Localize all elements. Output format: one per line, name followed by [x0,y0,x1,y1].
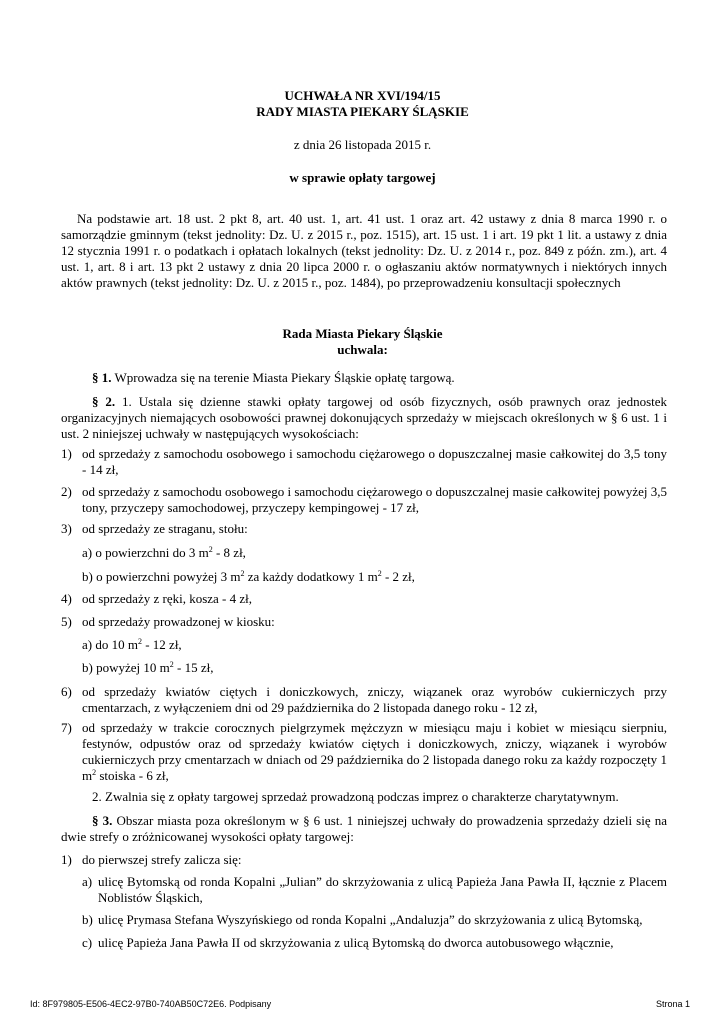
sub-item-text: ulicę Papieża Jana Pawła II od skrzyżowania z ulicą Bytomską do dworca autobusowego włącznie, [98,935,614,950]
list-item-text-part: od sprzedaży w trakcie corocznych pielgrzymek mężczyzn w miesiącu maju i kobiet w miesiącu sierpniu, festynów, odpustów oraz od sprzedaży kwiatów ciętych i doniczkowych, zniczy, wiązanek i wyrobów cukierniczych przy cmentarzach w dniach od 29 października do 2 listopada danego roku za każdy rozpoczęty 1 m [82,720,667,783]
sub-item [82,637,667,653]
sub-item [82,912,667,928]
sub-item-number: a) [82,874,93,889]
sub-item-number: b) [82,912,93,927]
sub-item-text: - 12 zł, [141,637,182,652]
paragraph-2-text: 1. Ustala się dzienne stawki opłaty targowej od osób fizycznych, osób prawnych oraz jednostek organizacyjnych niemających osobowości prawnej dokonujących sprzedaży w miejscach określonych w § 6 ust. 1 i ust. 2 niniejszej uchwały w następujących wysokościach: [61,394,668,441]
list-item-text: od sprzedaży z ręki, kosza - 4 zł, [82,591,253,606]
document-id: Id: 8F979805-E506-4EC2-97B0-740AB50C72E6. Podpisany [30,999,272,1009]
list-item-text [82,720,667,784]
sub-item-text: a) do 10 m [82,637,138,652]
council-heading: Rada Miasta Piekary Śląskie [282,326,443,341]
superscript: 2 [208,545,213,554]
list-item-number: 3) [61,521,72,536]
sub-item [82,569,667,585]
superscript: 2 [92,768,97,777]
council-name: RADY MIASTA PIEKARY ŚLĄSKIE [256,104,469,119]
list-item [61,852,667,868]
paragraph-3-text: Obszar miasta poza określonym w § 6 ust. 1 niniejszej uchwały do prowadzenia sprzedaży dzieli się na dwie strefy o zróżnicowanej wysokości opłaty targowej: [61,813,667,844]
sub-item [82,660,667,676]
sub-item-text: ulicę Prymasa Stefana Wyszyńskiego od ronda Kopalni „Andaluzja” do skrzyżowania z ulicą Bytomską, [98,912,643,927]
list-item-text: od sprzedaży kwiatów ciętych i doniczkowych, zniczy, wiązanek oraz wyrobów cukierniczych przy cmentarzach, z wyłączeniem dni od 29 października do 2 listopada danego roku - 12 zł, [82,684,667,715]
list-item-text: od sprzedaży ze straganu, stołu: [82,521,248,536]
list-item [61,720,667,784]
resolution-number: UCHWAŁA NR XVI/194/15 [284,88,441,103]
list-item [61,591,667,607]
resolution-date: z dnia 26 listopada 2015 r. [293,137,432,152]
sub-item-text: - 2 zł, [381,569,415,584]
superscript: 2 [240,569,245,578]
sub-item-text: ulicę Bytomską od ronda Kopalni „Julian” do skrzyżowania z ulicą Papieża Jana Pawła II, łącznie z Placem Noblistów Śląskich, [98,874,667,905]
list-item [61,684,667,716]
list-item-number: 5) [61,614,72,629]
sub-item-text: b) powyżej 10 m [82,660,170,675]
sub-item-text: - 15 zł, [173,660,214,675]
legal-basis: Na podstawie art. 18 ust. 2 pkt 8, art. 40 ust. 1, art. 41 ust. 1 oraz art. 42 ustawy z dnia 8 marca 1990 r. o samorządzie gminnym (tekst jednolity: Dz. U. z 2015 r., poz. 1515), art. 15 ust. 1 i art. 19 pkt 1 lit. a ustawy z dnia 12 stycznia 1991 r. o podatkach i opłatach lokalnych (tekst jednolity: Dz. U. z 2014 r., poz. 849 z późn. zm.), art. 4 ust. 1, art. 8 i art. 13 pkt 2 ustawy z dnia 20 lipca 2000 r. o ogłaszaniu aktów normatywnych i niektórych innych aktów prawnych (tekst jednolity: Dz. U. z 2015 r., poz. 1484), po przeprowadzeniu konsultacji społecznych [61,211,667,290]
list-item-text-part: stoiska - 6 zł, [96,768,169,783]
superscript: 2 [169,660,174,669]
list-item-text: od sprzedaży z samochodu osobowego i samochodu ciężarowego o dopuszczalnej masie całkowitej do 3,5 tony - 14 zł, [82,446,667,477]
paragraph-1-text: Wprowadza się na terenie Miasta Piekary Śląskie opłatę targową. [111,370,455,385]
list-item-text: od sprzedaży prowadzonej w kiosku: [82,614,275,629]
sub-item [82,935,667,951]
paragraph-3-mark: § 3. [92,813,113,828]
paragraph-2-mark: § 2. [92,394,116,409]
paragraph-3 [61,813,667,845]
resolution-subject: w sprawie opłaty targowej [289,170,436,185]
sub-item-text: b) o powierzchni powyżej 3 m [82,569,241,584]
sub-item [82,545,667,561]
list-item-number: 4) [61,591,72,606]
list-item-text: do pierwszej strefy zalicza się: [82,852,242,867]
sub-item-text: za każdy dodatkowy 1 m [244,569,378,584]
list-item-text: od sprzedaży z samochodu osobowego i samochodu ciężarowego o dopuszczalnej masie całkowitej powyżej 3,5 tony, przyczepy samochodowej, przyczepy kempingowej - 17 zł, [82,484,667,515]
paragraph-2 [61,394,667,442]
sub-item-number: c) [82,935,93,950]
paragraph-1 [61,370,667,386]
list-item-number: 1) [61,446,72,461]
sub-item-text: a) o powierzchni do 3 m [82,545,209,560]
list-item-number: 2) [61,484,72,499]
superscript: 2 [377,569,382,578]
list-item [61,484,667,516]
sub-item-text: - 8 zł, [212,545,246,560]
council-resolves: uchwala: [337,342,388,357]
list-item [61,614,667,630]
page-number: Strona 1 [655,999,690,1009]
list-item-number: 6) [61,684,72,699]
list-item [61,446,667,478]
paragraph-1-mark: § 1. [92,370,112,385]
list-item-number: 7) [61,720,72,735]
list-item [61,521,667,537]
sub-item [82,874,667,906]
list-item-number: 1) [61,852,72,867]
paragraph-2-point-2: 2. Zwalnia się z opłaty targowej sprzedaż prowadzoną podczas imprez o charakterze charytatywnym. [92,789,619,804]
superscript: 2 [137,637,142,646]
